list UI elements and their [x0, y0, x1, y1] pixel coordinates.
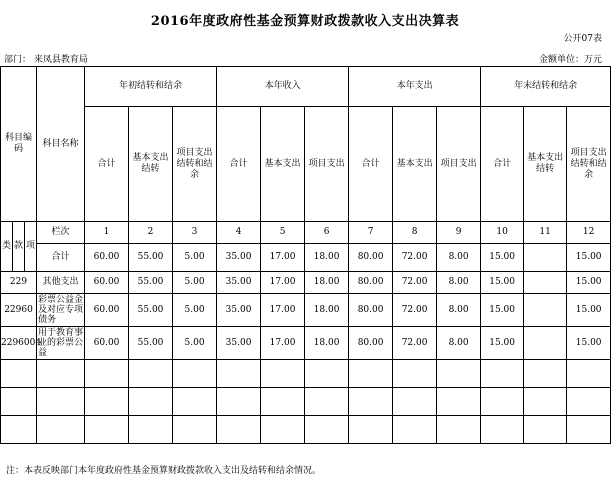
budget-table — [0, 66, 611, 444]
row-code: 229 — [1, 272, 37, 294]
col-index: 10 — [481, 222, 524, 244]
group-header-closing: 年末结转和结余 — [481, 67, 611, 107]
cell-value: 15.00 — [481, 272, 524, 294]
row-name: 彩票公益金及对应专项债务 — [38, 295, 84, 325]
cell-value: 55.00 — [129, 272, 173, 294]
group-header-expense: 本年支出 — [349, 67, 481, 107]
cell-value: 60.00 — [85, 327, 129, 360]
cell-value: 80.00 — [349, 272, 393, 294]
table-row — [1, 272, 611, 294]
cell-value: 5.00 — [173, 327, 217, 360]
group-header-income: 本年收入 — [217, 67, 349, 107]
table-row — [1, 327, 611, 360]
cell-value: 15.00 — [481, 327, 524, 360]
cell-value: 17.00 — [261, 294, 305, 327]
department-label: 部门： 来凤县教育局 — [4, 55, 88, 65]
cell-value: 72.00 — [393, 327, 437, 360]
cell-value: 60.00 — [85, 294, 129, 327]
cell-value: 35.00 — [217, 272, 261, 294]
col-index: 6 — [305, 222, 349, 244]
cell-value — [524, 272, 567, 294]
cell-value: 35.00 — [217, 294, 261, 327]
subject-name-header: 科目名称 — [37, 67, 85, 222]
col-index: 8 — [393, 222, 437, 244]
cell-value: 80.00 — [349, 244, 393, 272]
col-closing-basic: 基本支出结转 — [524, 107, 567, 222]
cell-value: 17.00 — [261, 272, 305, 294]
cell-value: 17.00 — [261, 244, 305, 272]
cell-value: 8.00 — [437, 272, 481, 294]
cell-value: 18.00 — [305, 294, 349, 327]
cell-value — [524, 294, 567, 327]
cell-value: 15.00 — [567, 244, 611, 272]
cell-value: 35.00 — [217, 244, 261, 272]
cell-value: 15.00 — [481, 244, 524, 272]
total-row — [1, 244, 611, 272]
col-closing-total: 合计 — [481, 107, 524, 222]
col-income-total: 合计 — [217, 107, 261, 222]
cell-value: 60.00 — [85, 272, 129, 294]
row-code: 2296004 — [1, 327, 37, 360]
cell-value: 55.00 — [129, 327, 173, 360]
cell-value: 72.00 — [393, 272, 437, 294]
cell-value: 55.00 — [129, 244, 173, 272]
cell-value: 72.00 — [393, 244, 437, 272]
col-index: 4 — [217, 222, 261, 244]
cell-value: 55.00 — [129, 294, 173, 327]
cell-value: 18.00 — [305, 244, 349, 272]
subject-code-header: 科目编码 — [1, 67, 37, 222]
cell-value: 15.00 — [481, 294, 524, 327]
col-index: 11 — [524, 222, 567, 244]
empty-row — [1, 416, 611, 444]
col-index: 5 — [261, 222, 305, 244]
table-row — [1, 294, 611, 327]
col-index: 2 — [129, 222, 173, 244]
col-expense-project: 项目支出 — [437, 107, 481, 222]
col-expense-basic: 基本支出 — [393, 107, 437, 222]
cell-value: 5.00 — [173, 244, 217, 272]
row-name: 用于教育事业的彩票公益 — [38, 328, 84, 358]
cell-value: 17.00 — [261, 327, 305, 360]
cell-value: 18.00 — [305, 272, 349, 294]
cell-value: 60.00 — [85, 244, 129, 272]
cell-value — [524, 244, 567, 272]
cell-value: 5.00 — [173, 294, 217, 327]
cell-value: 80.00 — [349, 294, 393, 327]
col-index: 1 — [85, 222, 129, 244]
total-row-label: 合计 — [37, 244, 85, 272]
empty-row — [1, 360, 611, 388]
col-index: 3 — [173, 222, 217, 244]
row-name: 其他支出 — [37, 272, 85, 294]
page-title: 2016年度政府性基金预算财政拨款收入支出决算表 — [150, 14, 460, 29]
cell-value — [524, 327, 567, 360]
level-kind-header: 类 — [1, 222, 13, 272]
row-label-header: 栏次 — [37, 222, 85, 244]
footer-note: 注：本表反映部门本年度政府性基金预算财政拨款收入支出及结转和结余情况。 — [6, 466, 322, 476]
cell-value: 8.00 — [437, 327, 481, 360]
col-index: 7 — [349, 222, 393, 244]
col-closing-project: 项目支出结转和结余 — [567, 107, 611, 222]
col-index: 9 — [437, 222, 481, 244]
level-item-header: 款 — [13, 222, 25, 272]
cell-value: 5.00 — [173, 272, 217, 294]
group-header-opening: 年初结转和结余 — [85, 67, 217, 107]
cell-value: 35.00 — [217, 327, 261, 360]
col-income-basic: 基本支出 — [261, 107, 305, 222]
cell-value: 8.00 — [437, 294, 481, 327]
cell-value: 15.00 — [567, 327, 611, 360]
cell-value: 80.00 — [349, 327, 393, 360]
cell-value: 72.00 — [393, 294, 437, 327]
row-code: 22960 — [1, 294, 37, 327]
cell-value: 8.00 — [437, 244, 481, 272]
unit-label: 金额单位：万元 — [538, 55, 602, 65]
empty-row — [1, 388, 611, 416]
cell-value: 15.00 — [567, 272, 611, 294]
form-code: 公开07表 — [563, 34, 602, 44]
col-opening-project: 项目支出结转和结余 — [173, 107, 217, 222]
cell-value: 15.00 — [567, 294, 611, 327]
col-opening-basic: 基本支出结转 — [129, 107, 173, 222]
cell-value: 18.00 — [305, 327, 349, 360]
col-income-project: 项目支出 — [305, 107, 349, 222]
col-index: 12 — [567, 222, 611, 244]
col-expense-total: 合计 — [349, 107, 393, 222]
col-opening-total: 合计 — [85, 107, 129, 222]
level-sub-header: 项 — [25, 222, 37, 272]
